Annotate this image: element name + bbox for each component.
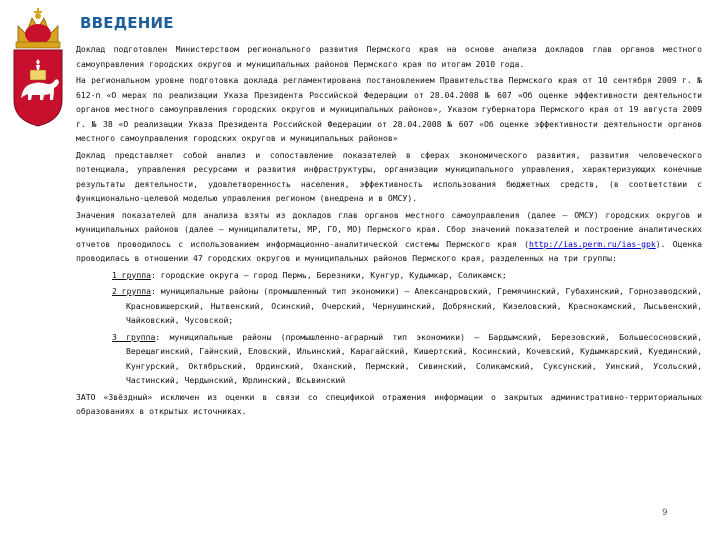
perm-krai-coat-of-arms-icon — [10, 4, 66, 128]
list-item-group-1 — [76, 268, 702, 283]
list-item-group-2 — [76, 284, 702, 328]
group-text: : городские округа – город Пермь, Березники, Кунгур, Кудымкар, Соликамск; — [150, 269, 507, 280]
group-label: 2 группа — [112, 286, 152, 296]
page-number: 9 — [662, 508, 668, 518]
page-title: ВВЕДЕНИЕ — [80, 14, 174, 32]
group-label: 1 группа — [112, 269, 151, 280]
ias-link[interactable]: http://ias.perm.ru/ias-gpk — [529, 238, 656, 249]
paragraph-analysis: Доклад представляет собой анализ и сопоставление показателей в сферах экономического развития, развития человеческого потенциала, управления ресурсами и развития инфраструктуры, организации муниципального управления, характеризующих конечные результаты деятельности, удовлетворенность населения, эффективность использования бюджетных средств, (в соответствии с функционально-целевой моделью управления регионом (внедрена и в ОМСУ). — [76, 149, 702, 203]
sources-text-after: ). Оценка проводилась в отношении 47 городских округов и муниципальных районов Пермского края, разделенных на три группы: — [76, 238, 703, 263]
list-item-group-3 — [76, 330, 702, 388]
paragraph-sources — [76, 208, 702, 266]
group-list — [76, 268, 702, 388]
paragraph-intro: Доклад подготовлен Министерством регионального развития Пермского края на основе анализа докладов глав органов местного самоуправления городских округов и муниципальных районов Пермского края по итогам 2010 года. — [76, 44, 702, 69]
paragraph-regulation: На региональном уровне подготовка доклада регламентирована постановлением Правительства Пермского края от 10 сентября 2009 г. № 612-п «О мерах по реализации Указа Президента Российской Федерации от 28.04.2008 № 607 «Об оценке эффективности деятельности органов местного самоуправления городских округов и муниципальных районов», Указом губернатора Пермского края от 19 августа 2009 г. № 38 «О реализации Указа Президента Российской Федерации от 28.04.2008 № 607 «Об оценке эффективности деятельности органов местного самоуправления городских округов и муниципальных районов» — [76, 75, 702, 143]
group-text: : муниципальные районы (промышленный тип экономики) – Александровский, Гремячинский, Губахинский, Горнозаводский, Красновишерский, Нытвенский, Осинский, Очерский, Чернушинский, Добрянский, Кизеловский, Краснокамский, Лысьвенский, Чайковский, Чусовской; — [126, 286, 703, 325]
paragraph-closing: ЗАТО «Звёздный» исключен из оценки в связи со спецификой отражения информации о закрытых административно-территориальных образованиях в открытых источниках. — [76, 391, 702, 416]
sources-text-before: Значения показателей для анализа взяты из докладов глав органов местного самоуправления (далее – ОМСУ) городских округов и муниципальных районов (далее – муниципалитеты, МР, ГО, МО) Пермского края. Сбор значений показателей и построение аналитических отчетов проводилось с использованием информационно-аналитической системы Пермского края ( — [76, 209, 702, 249]
document-body — [76, 42, 702, 421]
group-text: : муниципальные районы (промышленно-аграрный тип экономики) – Бардымский, Березовский, Большесосновский, Верещагинский, Гайнский, Еловский, Ильинский, Карагайский, Кишертский, Косинский, Кочевский, Кудымкарский, Куединский, Кунгурский, Октябрьский, Ординский, Оханский, Пермский, Сивинский, Соликамский, Суксунский, Уинский, Усольский, Частинский, Чердынский, Юрлинский, Юсьвинский — [126, 331, 702, 385]
group-label: 3 группа — [112, 331, 156, 342]
